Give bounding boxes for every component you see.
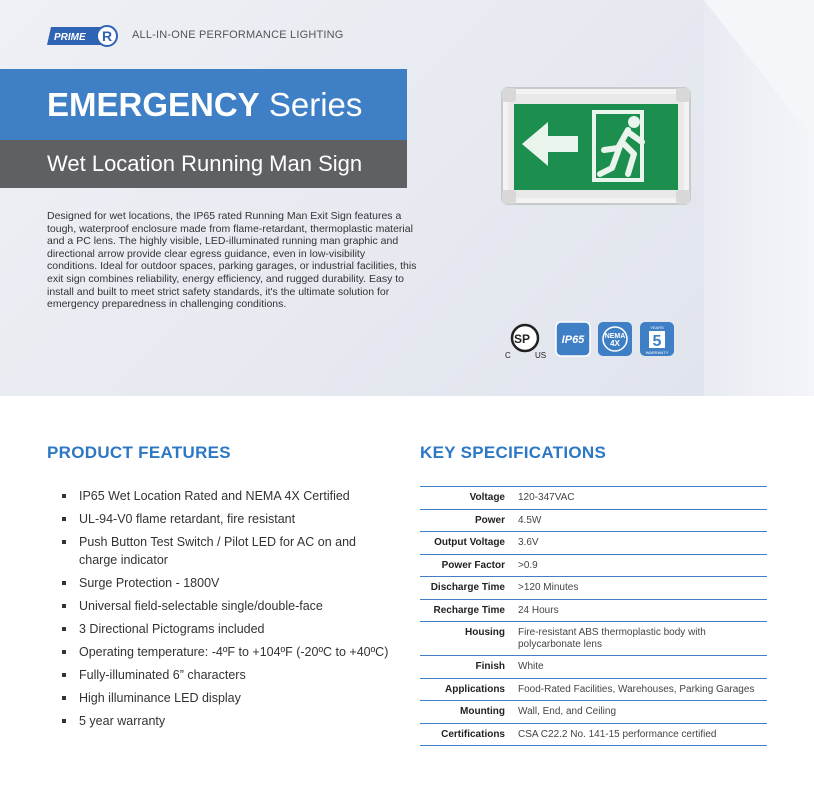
spec-row <box>420 577 767 600</box>
features-list <box>62 487 392 735</box>
warranty-badge-icon <box>639 321 675 357</box>
spec-label: Finish <box>475 661 505 672</box>
spec-value: White <box>518 661 544 672</box>
spec-row <box>420 509 767 532</box>
specifications-table <box>420 486 767 746</box>
feature-item: Surge Protection - 1800V <box>62 574 392 592</box>
svg-text:4X: 4X <box>610 339 620 348</box>
feature-item: IP65 Wet Location Rated and NEMA 4X Certified <box>62 487 392 505</box>
svg-text:WARRANTY: WARRANTY <box>645 350 669 355</box>
title-bold: EMERGENCY <box>47 86 260 123</box>
spec-value: 4.5W <box>518 514 542 526</box>
spec-label: Voltage <box>469 492 505 503</box>
feature-item: 5 year warranty <box>62 712 392 730</box>
page-title <box>47 86 362 124</box>
spec-row <box>420 554 767 577</box>
feature-item: UL-94-V0 flame retardant, fire resistant <box>62 510 392 528</box>
spec-label: Power Factor <box>441 559 505 571</box>
feature-item: Operating temperature: -4ºF to +104ºF (-20ºC to +40ºC) <box>62 643 392 661</box>
spec-label: Discharge Time <box>430 582 505 593</box>
spec-value: CSA C22.2 No. 141-15 performance certified <box>518 728 717 740</box>
spec-label: Applications <box>444 683 505 695</box>
hero-wall-highlight <box>704 0 814 140</box>
feature-item: Universal field-selectable single/double-face <box>62 597 392 615</box>
spec-label: Output Voltage <box>434 537 505 548</box>
exit-sign-image <box>500 86 692 206</box>
product-features-heading: PRODUCT FEATURES <box>47 443 231 462</box>
spec-row <box>420 723 767 746</box>
spec-value: 24 Hours <box>518 604 559 616</box>
svg-text:NEMA: NEMA <box>604 333 626 340</box>
feature-item: 3 Directional Pictograms included <box>62 620 392 638</box>
spec-value: 3.6V <box>518 537 539 548</box>
svg-text:YEARS: YEARS <box>650 325 664 330</box>
spec-label: Power <box>474 514 505 526</box>
spec-label: Recharge Time <box>433 604 505 616</box>
spec-value: Wall, End, and Ceiling <box>518 706 617 717</box>
logo-letter: R <box>102 28 113 44</box>
spec-label: Housing <box>465 627 505 638</box>
spec-row <box>420 487 767 510</box>
csa-certification-icon <box>505 322 549 360</box>
feature-item: Fully-illuminated 6” characters <box>62 666 392 684</box>
title-rest: Series <box>259 86 363 123</box>
spec-value: >120 Minutes <box>518 582 579 593</box>
brand-tagline: ALL-IN-ONE PERFORMANCE LIGHTING <box>132 29 344 41</box>
prime-logo <box>47 24 119 48</box>
spec-value: >0.9 <box>518 559 538 571</box>
spec-row <box>420 678 767 701</box>
spec-row <box>420 622 767 656</box>
spec-label: Mounting <box>460 706 505 717</box>
svg-text:C: C <box>505 351 511 360</box>
spec-row <box>420 656 767 679</box>
spec-value: Food-Rated Facilities, Warehouses, Parking Garages <box>518 683 755 695</box>
page-subtitle: Wet Location Running Man Sign <box>47 151 363 176</box>
feature-item: Push Button Test Switch / Pilot LED for AC on and charge indicator <box>62 533 392 569</box>
spec-value: 120-347VAC <box>518 492 575 503</box>
spec-value: Fire-resistant ABS thermoplastic body with polycarbonate lens <box>518 627 706 650</box>
svg-text:5: 5 <box>652 333 662 350</box>
svg-text:IP65: IP65 <box>561 334 585 346</box>
spec-label: Certifications <box>441 728 505 740</box>
spec-row <box>420 532 767 555</box>
ip65-badge-icon <box>555 321 591 357</box>
product-description: Designed for wet locations, the IP65 rated Running Man Exit Sign features a tough, waterproof enclosure made from flame-retardant, thermoplastic material and a PC lens. The highly visible, LED-illuminated running man graphic and directional arrow provide clear egress guidance, even in low-visibility conditions. Ideal for outdoor spaces, parking garages, or industrial facilities, this exit sign combines reliability, energy efficiency, and rugged durability. Easy to install and built to meet strict safety standards, it's the ultimate solution for emergency preparedness in challenging conditions. <box>47 210 417 311</box>
key-specifications-heading: KEY SPECIFICATIONS <box>420 443 607 462</box>
svg-text:US: US <box>535 351 547 360</box>
spec-row <box>420 599 767 622</box>
logo-text: PRIME <box>54 32 86 43</box>
spec-row <box>420 701 767 724</box>
svg-text:SP: SP <box>514 332 531 346</box>
nema-4x-badge-icon <box>597 321 633 357</box>
feature-item: High illuminance LED display <box>62 689 392 707</box>
